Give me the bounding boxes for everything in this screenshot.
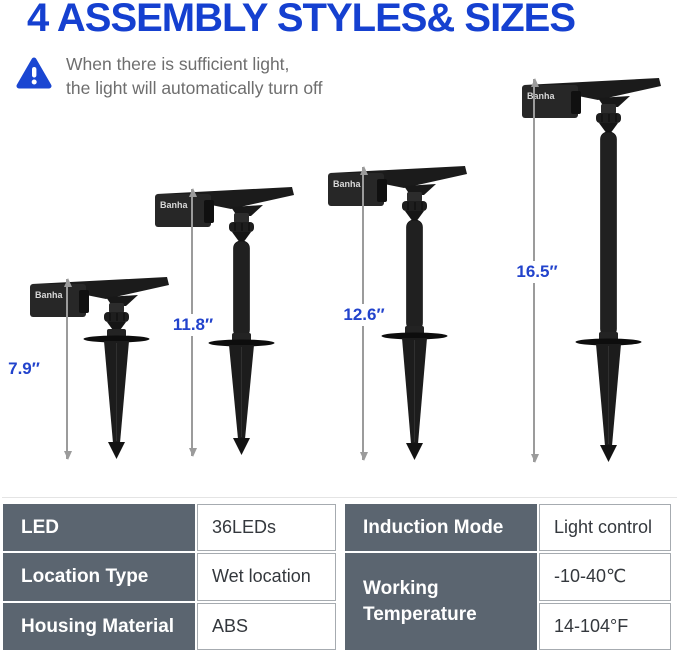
dimension-label-3: 12.6″ — [340, 304, 387, 326]
dimension-label-1: 7.9″ — [5, 358, 43, 380]
brand-label: Banha — [527, 91, 555, 101]
spec-label-induction-mode: Induction Mode — [345, 504, 537, 551]
auto-off-note — [16, 52, 322, 100]
brand-label: Banha — [35, 290, 63, 300]
lamp-body — [328, 173, 384, 206]
spec-label-led: LED — [3, 504, 195, 551]
brand-label: Banha — [333, 179, 361, 189]
lamp-lens — [571, 91, 581, 114]
spec-value-induction-mode: Light control — [539, 504, 671, 551]
note-line-2: the light will automatically turn off — [66, 78, 323, 98]
lamp-body — [522, 85, 578, 118]
neck-joint — [407, 192, 422, 202]
spike-tip — [600, 445, 617, 462]
spike-tip — [108, 442, 125, 459]
neck-joint — [109, 303, 124, 313]
spec-value-led: 36LEDs — [197, 504, 336, 551]
spec-value-housing-material: ABS — [197, 603, 336, 650]
spec-value-temp-fahrenheit: 14-104°F — [539, 603, 671, 650]
lamp-body — [30, 284, 86, 317]
note-text — [66, 52, 322, 100]
extension-tube — [407, 220, 423, 330]
spec-table-left — [3, 504, 336, 650]
extension-tube — [234, 241, 250, 337]
spec-value-temp-celsius: -10-40℃ — [539, 553, 671, 600]
spec-label-location-type: Location Type — [3, 553, 195, 600]
extension-tube — [601, 132, 617, 336]
warning-icon — [16, 56, 52, 90]
spec-label-housing-material: Housing Material — [3, 603, 195, 650]
spec-label-working-temperature: Working Temperature — [345, 553, 537, 650]
spec-tables — [3, 504, 673, 650]
spotlight-11-8-inch — [145, 183, 295, 459]
dimension-label-4: 16.5″ — [513, 261, 560, 283]
neck-joint — [234, 213, 249, 223]
spec-table-right — [345, 504, 671, 650]
spec-value-location-type: Wet location — [197, 553, 336, 600]
brand-label: Banha — [160, 200, 188, 210]
measure-arrow-1 — [66, 279, 68, 459]
lamp-body — [155, 194, 211, 227]
page-title: 4 ASSEMBLY STYLES& SIZES — [27, 0, 576, 40]
lamp-lens — [204, 200, 214, 223]
note-line-1: When there is sufficient light, — [66, 54, 290, 74]
dimension-label-2: 11.8″ — [170, 314, 216, 336]
spike-tip — [406, 443, 423, 460]
lamp-lens — [377, 179, 387, 202]
table-top-divider — [2, 497, 677, 498]
lamp-lens — [79, 290, 89, 313]
spike-tip — [233, 438, 250, 455]
neck-joint — [601, 104, 616, 114]
